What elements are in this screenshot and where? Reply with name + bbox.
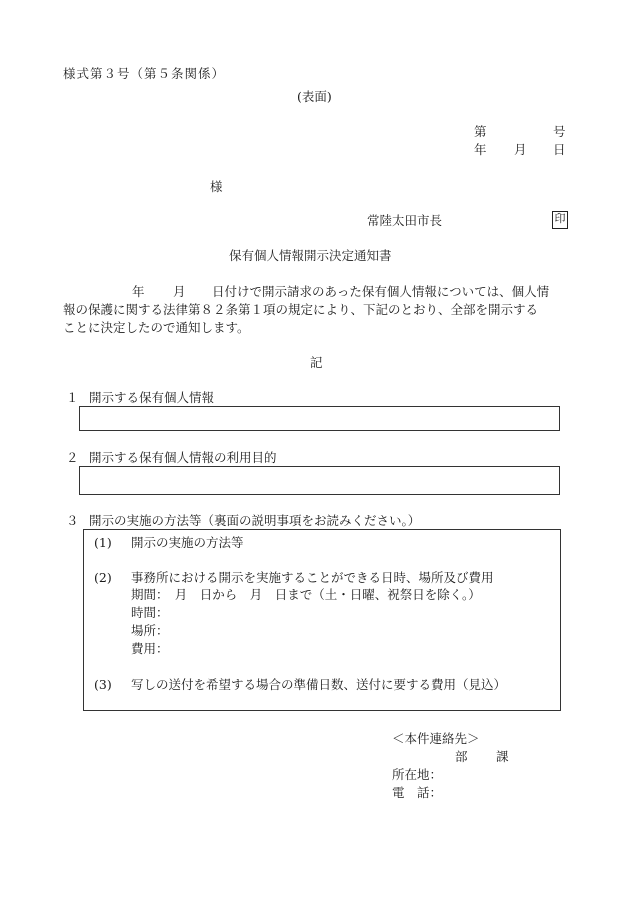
doc-number-go: 号 [553,124,566,139]
ki-heading: 記 [310,355,323,370]
front-side-label: (表面) [297,89,332,104]
official-seal: 印 [552,211,568,229]
item1-number: (1) [94,535,112,550]
doc-number-dai: 第 [474,124,487,139]
item2-label: 事務所における開示を実施することができる日時、場所及び費用 [131,570,494,585]
body-line2: 報の保護に関する法律第８２条第１項の規定により、下記のとおり、全部を開示する [63,302,539,317]
body-line1: 日付けで開示請求のあった保有個人情報については、個人情 [212,284,550,299]
contact-address-label: 所在地： [392,767,443,782]
section3-number: ３ [66,513,79,528]
section3-label: 開示の実施の方法等（裏面の説明事項をお読みください。） [89,513,421,528]
item2-number: (2) [94,570,112,585]
item1-label: 開示の実施の方法等 [131,535,244,550]
section1-field[interactable] [79,406,560,431]
contact-dept: 部 [455,749,468,764]
item2-place: 場所： [131,623,169,638]
contact-phone-label: 電 話： [392,785,443,800]
body-month: 月 [173,284,186,299]
date-month: 月 [514,142,527,157]
section2-number: ２ [66,450,79,465]
contact-heading: ＜本件連絡先＞ [392,731,480,746]
item3-number: (3) [94,677,112,692]
body-line3: ことに決定したので通知します。 [63,320,250,335]
document-title: 保有個人情報開示決定通知書 [229,248,392,263]
item2-cost: 費用： [131,641,169,656]
item3-label: 写しの送付を希望する場合の準備日数、送付に要する費用（見込） [131,677,507,692]
item2-time: 時間： [131,605,169,620]
section2-label: 開示する保有個人情報の利用目的 [89,450,277,465]
issuer-name: 常陸太田市長 [367,213,443,228]
form-number: 様式第３号（第５条関係） [63,66,226,81]
date-day: 日 [553,142,566,157]
section2-field[interactable] [79,466,560,495]
addressee-sama: 様 [210,179,223,194]
item2-period: 期間： 月 日から 月 日まで（土・日曜、祝祭日を除く。） [131,587,481,602]
body-year: 年 [132,284,145,299]
date-year: 年 [474,142,487,157]
section1-label: 開示する保有個人情報 [89,390,215,405]
contact-section: 課 [496,749,509,764]
section1-number: １ [66,390,79,405]
